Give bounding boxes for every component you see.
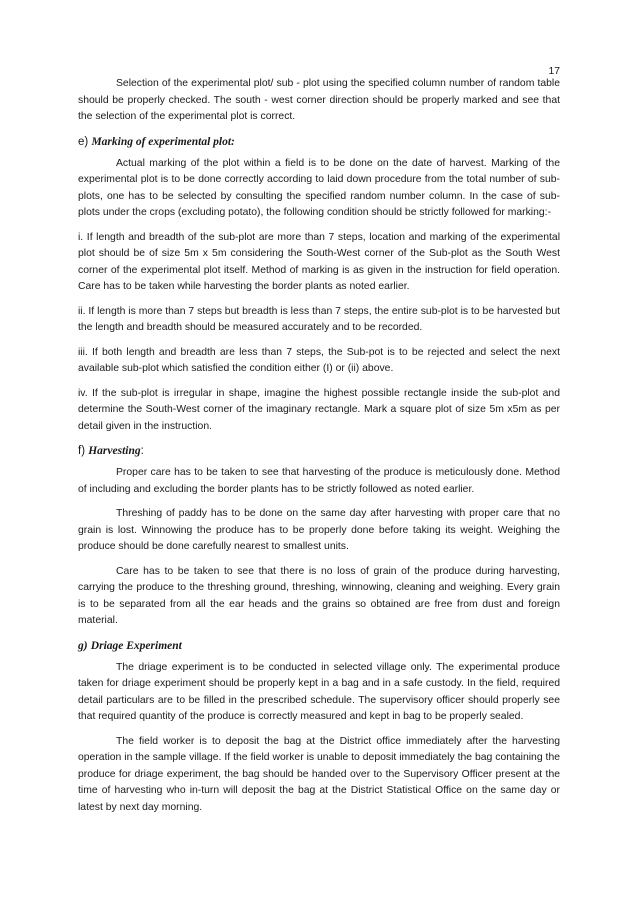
condition-i: i. If length and breadth of the sub-plot are more than 7 steps, location and marking of the experimental plot should be of size 5m x 5m considering the South-West corner of the Sub-plot as the South West corner of the experimental plot itself. Method of marking is as given in the instruction for field operation. Care has to be taken while harvesting the border plants as noted earlier. [78, 231, 560, 292]
section-g-paragraph-1: The driage experiment is to be conducted in selected village only. The experimental produce taken for driage experiment should be properly kept in a bag and in a safe custody. In the field, required detail particulars are to be filled in the prescribed schedule. The supervisory officer should properly see that required quantity of the produce is correctly measured and kept in bag to be properly sealed. [78, 661, 560, 722]
page-number: 17 [548, 66, 560, 77]
section-f-title: Harvesting [88, 445, 141, 457]
section-f-paragraph-3: Care has to be taken to see that there is no loss of grain of the produce during harvesting, carrying the produce to the threshing ground, threshing, winnowing, cleaning and weighing. Every grain is to be separated from all the ear heads and the grains so obtained are free from dust and foreign material. [78, 565, 560, 626]
section-f-colon: : [140, 445, 144, 457]
section-f-paragraph-2: Threshing of paddy has to be done on the same day after harvesting with proper care that no grain is lost. Winnowing the produce has to be properly done before taking its weight. Weighing the produce should be done carefully nearest to smallest units. [78, 508, 560, 552]
section-e-letter: e) [78, 135, 89, 148]
condition-iii: iii. If both length and breadth are less than 7 steps, the Sub-pot is to be rejected and select the next available sub-plot which satisfied the condition either (I) or (ii) above. [78, 346, 560, 374]
section-f-heading [78, 443, 560, 459]
section-g-paragraph-2: The field worker is to deposit the bag at the District office immediately after the harvesting operation in the sample village. If the field worker is unable to deposit immediately the bag containing the produce for driage experiment, the bag should be handed over to the Supervisory Officer present at the time of harvesting who in-turn will deposit the bag at the District Statistical Office on the same day or latest by next day morning. [78, 735, 560, 813]
section-g-title: Driage Experiment [90, 639, 182, 652]
section-f-paragraph-1: Proper care has to be taken to see that harvesting of the produce is meticulously done. Method of including and excluding the border plants has to be strictly followed as noted earlier. [78, 467, 560, 495]
section-g-heading [78, 638, 560, 654]
condition-iv: iv. If the sub-plot is irregular in shape, imagine the highest possible rectangle inside the sub-plot and determine the South-West corner of the imaginary rectangle. Mark a square plot of size 5m x5m as per detail given in the instruction. [78, 387, 560, 432]
section-e-paragraph: Actual marking of the plot within a field is to be done on the date of harvest. Marking of the experimental plot is to be done correctly according to laid down procedure from the total number of sub-plots, one has to be selected by consulting the specified random number column. In the case of sub-plots under the crops (excluding potato), the following condition should be strictly followed for marking:- [78, 157, 560, 218]
condition-ii: ii. If length is more than 7 steps but breadth is less than 7 steps, the entire sub-plot is to be harvested but the length and breadth should be measured accurately and to be recorded. [78, 305, 560, 333]
intro-paragraph: Selection of the experimental plot/ sub - plot using the specified column number of random table should be properly checked. The south - west corner direction should be properly marked and see that the selection of the experimental plot is correct. [78, 78, 560, 122]
section-g-letter: g) [78, 639, 88, 652]
section-e-title: Marking of experimental plot: [91, 135, 235, 148]
section-e-heading [78, 134, 560, 150]
section-f-letter: f) [78, 445, 86, 457]
